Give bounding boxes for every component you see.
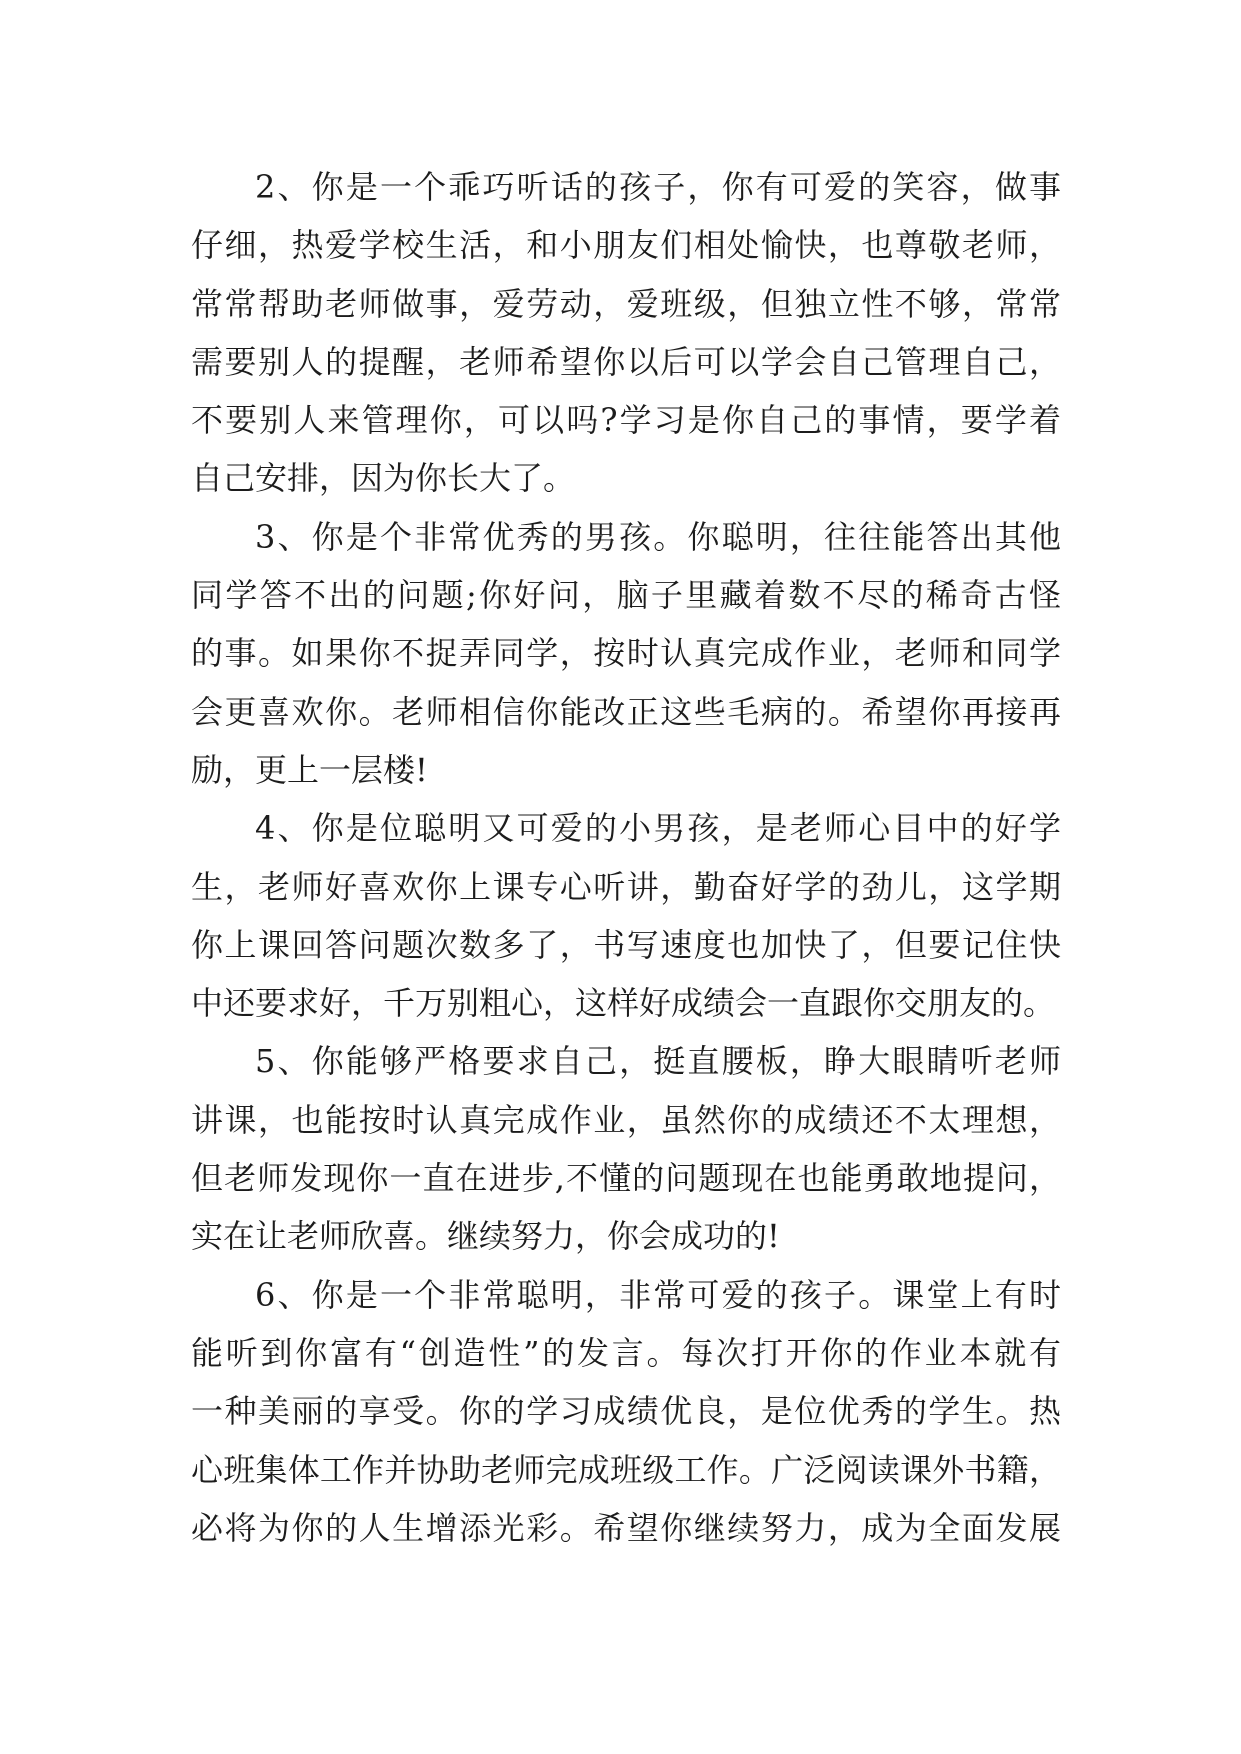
paragraph-6 bbox=[191, 1266, 1061, 1557]
paragraph-line: 会更喜欢你。老师相信你能改正这些毛病的。希望你再接再 bbox=[191, 692, 1061, 731]
paragraph-line: 4、你是位聪明又可爱的小男孩，是老师心目中的好学 bbox=[255, 809, 1061, 848]
paragraph-line: 仔细，热爱学校生活，和小朋友们相处愉快，也尊敬老师， bbox=[191, 226, 1061, 265]
paragraph-line: 中还要求好，千万别粗心，这样好成绩会一直跟你交朋友的。 bbox=[191, 984, 1056, 1023]
paragraph-line: 讲课，也能按时认真完成作业，虽然你的成绩还不太理想， bbox=[191, 1100, 1061, 1139]
paragraph-line: 需要别人的提醒，老师希望你以后可以学会自己管理自己， bbox=[191, 342, 1061, 381]
paragraph-line: 实在让老师欣喜。继续努力，你会成功的! bbox=[191, 1217, 780, 1256]
paragraph-line: 但老师发现你一直在进步,不懂的问题现在也能勇敢地提问， bbox=[191, 1159, 1061, 1198]
paragraph-line: 能听到你富有“创造性”的发言。每次打开你的作业本就有 bbox=[191, 1333, 1061, 1372]
paragraph-line: 常常帮助老师做事，爱劳动，爱班级，但独立性不够，常常 bbox=[191, 284, 1061, 323]
paragraph-line: 不要别人来管理你，可以吗?学习是你自己的事情，要学着 bbox=[191, 401, 1061, 440]
paragraph-line: 一种美丽的享受。你的学习成绩优良，是位优秀的学生。热 bbox=[191, 1392, 1061, 1431]
paragraph-line: 5、你能够严格要求自己，挺直腰板，睁大眼睛听老师 bbox=[255, 1042, 1061, 1081]
paragraph-line: 6、你是一个非常聪明，非常可爱的孩子。课堂上有时 bbox=[255, 1275, 1061, 1314]
paragraph-4 bbox=[191, 799, 1061, 1032]
paragraph-line: 生，老师好喜欢你上课专心听讲，勤奋好学的劲儿，这学期 bbox=[191, 867, 1061, 906]
paragraph-line: 同学答不出的问题;你好问，脑子里藏着数不尽的稀奇古怪 bbox=[191, 576, 1061, 615]
paragraph-line: 3、你是个非常优秀的男孩。你聪明，往往能答出其他 bbox=[255, 517, 1061, 556]
paragraph-line: 励，更上一层楼! bbox=[191, 750, 428, 789]
paragraph-line: 你上课回答问题次数多了，书写速度也加快了，但要记住快 bbox=[191, 925, 1061, 964]
paragraph-2 bbox=[191, 158, 1061, 508]
paragraph-line: 自己安排，因为你长大了。 bbox=[191, 459, 576, 498]
paragraph-5 bbox=[191, 1032, 1061, 1265]
paragraph-line: 的事。如果你不捉弄同学，按时认真完成作业，老师和同学 bbox=[191, 634, 1061, 673]
document-body bbox=[191, 158, 1061, 1557]
paragraph-3 bbox=[191, 508, 1061, 799]
paragraph-line: 2、你是一个乖巧听话的孩子，你有可爱的笑容，做事 bbox=[255, 168, 1061, 206]
paragraph-line: 必将为你的人生增添光彩。希望你继续努力，成为全面发展 bbox=[191, 1508, 1061, 1547]
paragraph-line: 心班集体工作并协助老师完成班级工作。广泛阅读课外书籍， bbox=[191, 1450, 1061, 1489]
